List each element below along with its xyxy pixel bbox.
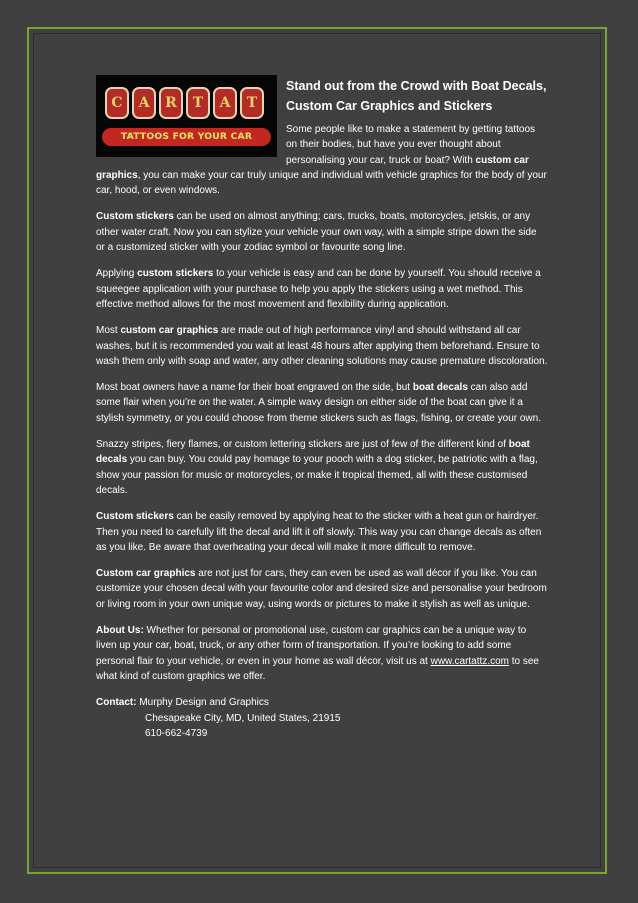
paragraph-wall-decor: Custom car graphics are not just for cars, they can even be used as wall décor if you like. You can customize your chosen decal with your favourite color and desired size and personalise your bedroom or living room in your own unique way, using words or pictures to make it stylish as well as unique. [96, 568, 547, 610]
paragraph-about-us: About Us: Whether for personal or promotional use, custom car graphics can be a unique way to liven up your car, boat, truck, or any other form of transportation. If you’re looking to add some personal flair to your vehicle, or even in your home as wall décor, visit us at www.cartattz.com to see what kind of custom graphics we offer. [96, 625, 539, 682]
paragraph-intro: Some people like to make a statement by getting tattoos on their bodies, but have you ever thought about personalising your car, truck or boat? With custom car graphics, you can make your car truly unique and individual with vehicle graphics for the body of your car, hood, or even windows. [96, 124, 547, 197]
logo-letter: A [213, 87, 237, 119]
paragraph-vinyl: Most custom car graphics are made out of high performance vinyl and should withstand all car washes, but it is recommended you wait at least 48 hours after applying them beforehand. Ensure to wash them only with soap and water, any other cleaning solutions may cause premature discoloration. [96, 325, 548, 367]
contact-phone: 610-662-4739 [145, 727, 208, 739]
article [96, 75, 548, 741]
logo-knuckles [105, 87, 264, 119]
contact-address: Chesapeake City, MD, United States, 21915 [145, 712, 341, 724]
paragraph-removal: Custom stickers can be easily removed by applying heat to the sticker with a heat gun or hairdryer. Then you need to carefully lift the decal and lift it off slowly. This way you can change decals as often as you like. Be aware that overheating your decal will make it more difficult to remove. [96, 511, 542, 553]
logo-letter: T [240, 87, 264, 119]
website-link[interactable]: www.cartattz.com [430, 655, 509, 667]
contact-line: Contact: Murphy Design and Graphics [96, 697, 269, 709]
paragraph-boat-decals: Most boat owners have a name for their boat engraved on the side, but boat decals can also add some flair when you’re on the water. A simple wavy design on either side of the boat can give it a stylish symmetry, or you could choose from theme stickers such as flags, fishing, or create your own. [96, 382, 541, 424]
logo-caption: TATTOOS FOR YOUR CAR [102, 128, 271, 146]
logo-letter: C [105, 87, 129, 119]
paragraph-applying: Applying custom stickers to your vehicle is easy and can be done by yourself. You should receive a squeegee application with your purchase to help you apply the stickers using a wet method. This effective method allows for the most movement and flexibility during application. [96, 268, 541, 310]
paragraph-snazzy-stripes: Snazzy stripes, fiery flames, or custom lettering stickers are just of few of the different kind of boat decals you can buy. You could pay homage to your pooch with a dog sticker, be patriotic with a flag, show your passion for music or motorcycles, or make it tropical themed, all with these customised decals. [96, 439, 538, 496]
article-title: Stand out from the Crowd with Boat Decals, Custom Car Graphics and Stickers [286, 79, 547, 113]
logo-letter: T [186, 87, 210, 119]
logo-letter: R [159, 87, 183, 119]
logo-letter: A [132, 87, 156, 119]
contact-block [96, 695, 548, 741]
paragraph-custom-stickers: Custom stickers can be used on almost anything; cars, trucks, boats, motorcycles, jetskis, or any other water craft. Now you can stylize your vehicle your own way, with a simple stripe down the side or a customized sticker with your zodiac symbol or favourite song line. [96, 211, 537, 254]
cartattz-logo [96, 75, 277, 157]
